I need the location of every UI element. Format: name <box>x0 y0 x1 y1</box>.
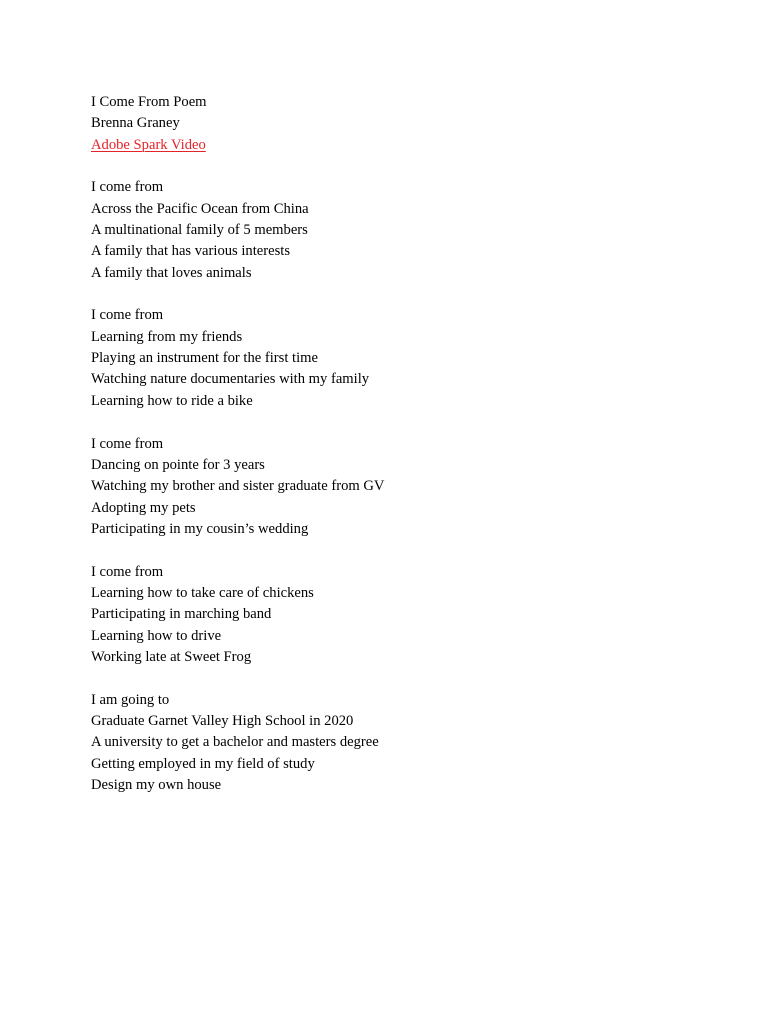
stanza-line: Learning from my friends <box>91 328 243 345</box>
stanza-opening: I come from <box>91 179 164 196</box>
stanza-line: Learning how to ride a bike <box>91 392 253 409</box>
stanza-line: Across the Pacific Ocean from China <box>91 200 309 217</box>
stanza-line: A family that loves animals <box>91 264 252 281</box>
stanza-line: A university to get a bachelor and masters degree <box>91 734 379 751</box>
stanza-3 <box>91 434 731 541</box>
stanza-line: Participating in my cousin’s wedding <box>91 520 309 537</box>
document-page <box>91 92 731 796</box>
stanza-line: A multinational family of 5 members <box>91 222 308 239</box>
stanza-line: Getting employed in my field of study <box>91 755 315 772</box>
stanza-line: Dancing on pointe for 3 years <box>91 456 265 473</box>
stanza-line: Design my own house <box>91 777 222 793</box>
stanza-5 <box>91 690 731 797</box>
stanza-2 <box>91 305 731 412</box>
author-name: Brenna Graney <box>91 115 180 132</box>
stanza-line: Learning how to take care of chickens <box>91 584 314 601</box>
stanza-4 <box>91 562 731 669</box>
stanza-line: Watching nature documentaries with my family <box>91 371 370 388</box>
stanza-1 <box>91 177 731 284</box>
stanza-line: Learning how to drive <box>91 627 222 644</box>
stanza-line: Participating in marching band <box>91 606 272 623</box>
stanza-line: Graduate Garnet Valley High School in 2020 <box>91 712 354 729</box>
video-link-line <box>91 135 731 156</box>
poem-title: I Come From Poem <box>91 94 207 110</box>
adobe-spark-video-link[interactable]: Adobe Spark Video <box>91 136 206 153</box>
stanza-opening: I come from <box>91 563 164 580</box>
stanza-line: A family that has various interests <box>91 243 291 260</box>
stanza-opening: I come from <box>91 435 164 452</box>
stanza-line: Adopting my pets <box>91 499 196 516</box>
stanza-line: Working late at Sweet Frog <box>91 648 252 665</box>
stanza-opening: I come from <box>91 307 164 324</box>
stanza-opening: I am going to <box>91 691 170 708</box>
stanza-line: Playing an instrument for the first time <box>91 350 318 367</box>
document-header <box>91 92 731 156</box>
stanza-line: Watching my brother and sister graduate from GV <box>91 478 385 495</box>
